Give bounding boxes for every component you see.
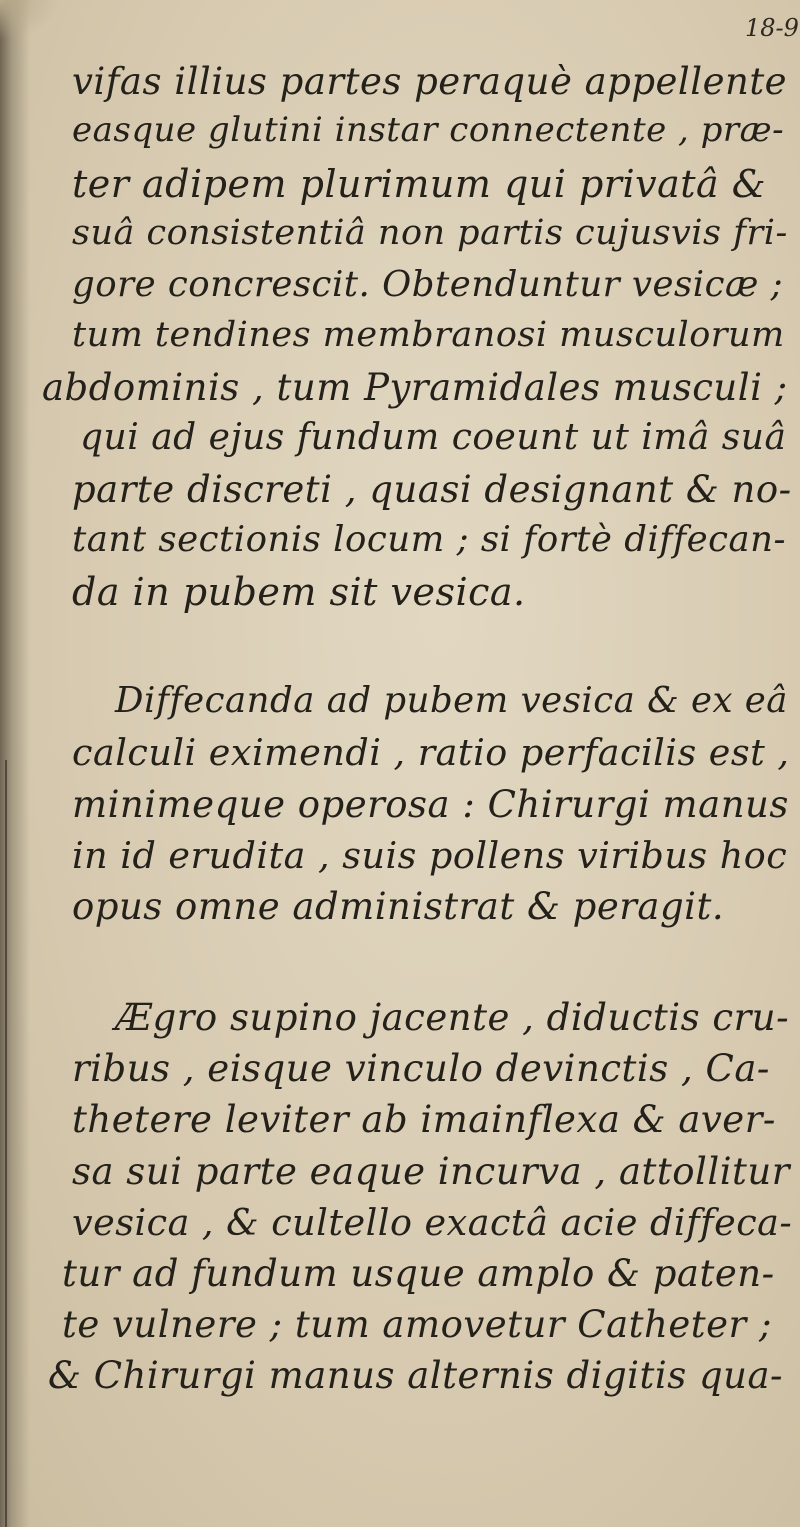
text-line: ribus , eisque vinculo devinctis , Ca- (72, 1047, 770, 1090)
text-line: tum tendines membranosi musculorum (72, 315, 785, 355)
text-line: vesica , & cultello exactâ acie diffeca- (72, 1201, 793, 1244)
text-line: calculi eximendi , ratio perfacilis est , (72, 731, 790, 774)
text-line: easque glutini instar connectente , præ- (72, 110, 785, 150)
text-line: parte discreti , quasi designant & no- (72, 468, 792, 511)
text-line: suâ consistentiâ non partis cujusvis fri- (72, 213, 788, 253)
text-line: sa sui parte eaque incurva , attollitur (72, 1150, 790, 1193)
text-line: opus omne administrat & peragit. (72, 885, 725, 928)
text-line: da in pubem sit vesica. (72, 570, 526, 614)
text-line: Ægro supino jacente , diductis cru- (115, 996, 790, 1039)
text-line: & Chirurgi manus alternis digitis qua- (48, 1354, 784, 1397)
text-line: tur ad fundum usque amplo & paten- (62, 1252, 775, 1295)
text-line: te vulnere ; tum amovetur Catheter ; (62, 1303, 772, 1346)
text-line: qui ad ejus fundum coeunt ut imâ suâ (80, 417, 787, 458)
text-line: tant sectionis locum ; si fortè diffecan- (72, 519, 786, 560)
text-line: thetere leviter ab imainflexa & aver- (72, 1098, 776, 1141)
text-line: Diffecanda ad pubem vesica & ex eâ (115, 680, 788, 721)
paper-stain (0, 0, 60, 40)
text-line: vifas illius partes peraquè appellente (72, 60, 788, 103)
binding-edge (5, 760, 7, 1527)
text-line: ter adipem plurimum qui privatâ & (72, 162, 767, 206)
text-line: in id erudita , suis pollens viribus hoc (72, 834, 788, 877)
page-number: 18-9 (745, 14, 799, 42)
text-line: gore concrescit. Obtenduntur vesicæ ; (72, 264, 784, 305)
text-line: minimeque operosa : Chirurgi manus (72, 783, 789, 826)
text-line: abdominis , tum Pyramidales musculi ; (42, 366, 788, 409)
